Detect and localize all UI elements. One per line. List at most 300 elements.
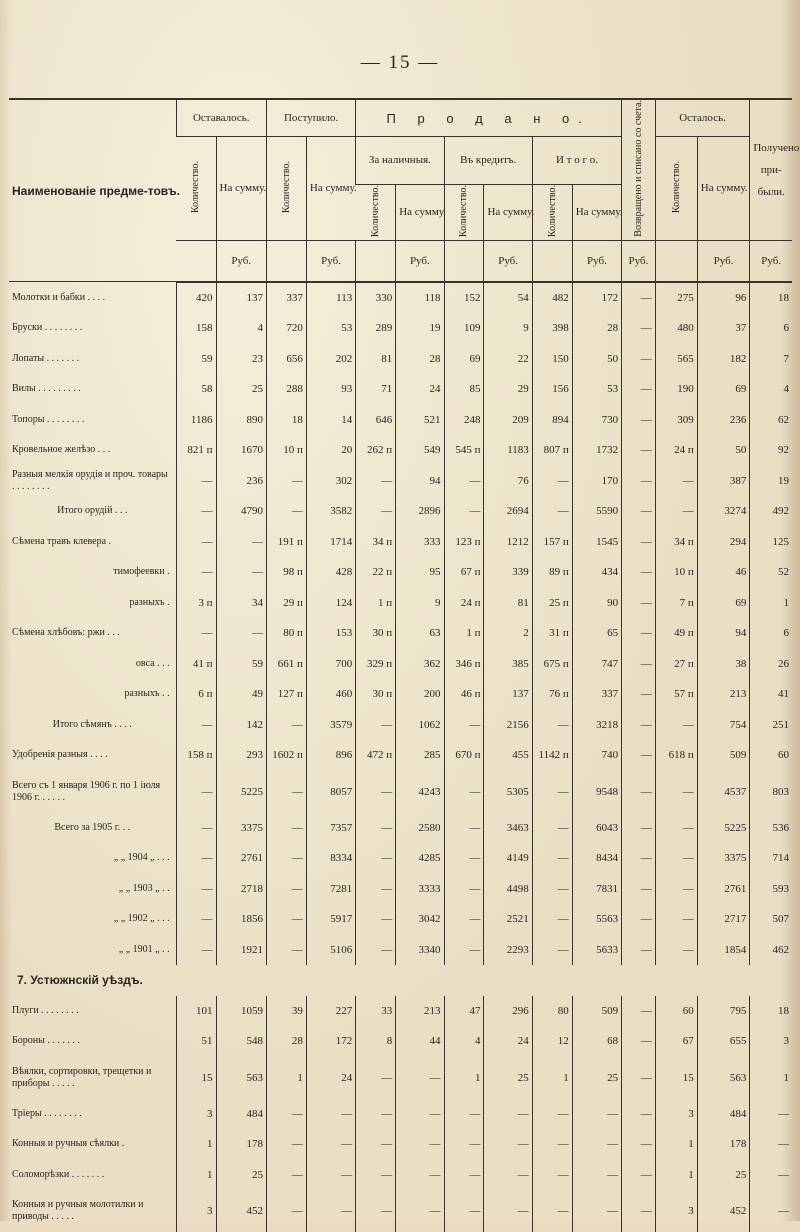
table-cell: —: [356, 843, 396, 874]
table-row: [9, 1190, 792, 1232]
table-cell: 4498: [484, 874, 532, 905]
table-cell: 730: [572, 405, 621, 436]
table-cell: —: [444, 1190, 484, 1232]
table-cell: 93: [306, 374, 355, 405]
row-label: Бороны . . . . . . .: [12, 1035, 80, 1047]
table-cell: —: [356, 710, 396, 741]
table-cell: 661 п: [266, 649, 306, 680]
table-cell: —: [176, 771, 216, 813]
table-cell: 178: [697, 1129, 750, 1160]
table-cell: 29: [484, 374, 532, 405]
table-cell: —: [750, 1099, 792, 1130]
table-cell: —: [622, 405, 656, 436]
table-cell: —: [532, 1099, 572, 1130]
table-cell: —: [750, 1160, 792, 1191]
table-cell: 53: [572, 374, 621, 405]
table-cell: —: [622, 874, 656, 905]
header-quantity: Количество.: [176, 137, 216, 241]
table-cell: 545 п: [444, 435, 484, 466]
header-quantity-unit: [655, 240, 697, 282]
table-cell: —: [655, 466, 697, 497]
table-cell: 251: [750, 710, 792, 741]
table-row: [9, 1026, 792, 1057]
table-cell: —: [356, 1160, 396, 1191]
table-cell: 158 п: [176, 740, 216, 771]
table-cell: 34 п: [655, 527, 697, 558]
table-cell: 50: [697, 435, 750, 466]
table-cell: —: [622, 813, 656, 844]
table-cell: 747: [572, 649, 621, 680]
table-cell: 2896: [396, 496, 444, 527]
table-cell: —: [266, 466, 306, 497]
header-sum: На сумму.: [484, 184, 532, 240]
table-cell: —: [444, 771, 484, 813]
table-cell: 285: [396, 740, 444, 771]
table-cell: —: [266, 935, 306, 966]
table-cell: —: [622, 1190, 656, 1232]
statistics-table: [9, 98, 800, 1232]
table-cell: —: [622, 843, 656, 874]
row-label: овса . . .: [135, 657, 170, 669]
table-cell: 101: [176, 996, 216, 1027]
table-cell: —: [655, 496, 697, 527]
table-cell: —: [655, 710, 697, 741]
table-row: [9, 874, 792, 905]
table-cell: —: [444, 1099, 484, 1130]
table-cell: 655: [697, 1026, 750, 1057]
table-row: [9, 313, 792, 344]
table-cell: —: [622, 588, 656, 619]
table-cell: 29 п: [266, 588, 306, 619]
table-cell: 3375: [697, 843, 750, 874]
table-cell: —: [532, 874, 572, 905]
table-cell: 19: [396, 313, 444, 344]
table-cell: 1856: [216, 904, 266, 935]
table-cell: 3: [750, 1026, 792, 1057]
table-cell: 593: [750, 874, 792, 905]
table-cell: 484: [697, 1099, 750, 1130]
table-cell: —: [622, 527, 656, 558]
table-cell: 3582: [306, 496, 355, 527]
table-cell: 137: [216, 282, 266, 314]
table-cell: 618 п: [655, 740, 697, 771]
table-cell: —: [532, 710, 572, 741]
table-cell: 137: [484, 679, 532, 710]
table-cell: 484: [216, 1099, 266, 1130]
table-cell: —: [356, 935, 396, 966]
table-cell: —: [655, 813, 697, 844]
table-cell: 2694: [484, 496, 532, 527]
table-cell: 8057: [306, 771, 355, 813]
table-cell: 807 п: [532, 435, 572, 466]
table-cell: —: [266, 1190, 306, 1232]
table-cell: —: [572, 1099, 621, 1130]
table-cell: 60: [750, 740, 792, 771]
table-cell: 894: [532, 405, 572, 436]
table-cell: 700: [306, 649, 355, 680]
table-cell: —: [306, 1129, 355, 1160]
table-cell: —: [622, 618, 656, 649]
table-cell: 37: [697, 313, 750, 344]
table-cell: 896: [306, 740, 355, 771]
table-cell: 2761: [697, 874, 750, 905]
table-cell: 330: [356, 282, 396, 314]
table-cell: 472 п: [356, 740, 396, 771]
row-label: Соломорѣзки . . . . . . .: [12, 1168, 105, 1180]
table-cell: 8434: [572, 843, 621, 874]
table-cell: 96: [697, 282, 750, 314]
table-cell: 5225: [697, 813, 750, 844]
table-cell: 434: [572, 557, 621, 588]
table-cell: 58: [176, 374, 216, 405]
table-cell: —: [396, 1129, 444, 1160]
row-label: Всего съ 1 января 1906 г. по 1 іюля 1906 г. . . . . .: [12, 779, 161, 803]
table-cell: 5633: [572, 935, 621, 966]
table-cell: —: [444, 935, 484, 966]
table-cell: 492: [750, 496, 792, 527]
row-label: Кровельное желѣзо . . .: [12, 444, 111, 456]
table-cell: —: [622, 313, 656, 344]
table-cell: 339: [484, 557, 532, 588]
table-cell: —: [622, 557, 656, 588]
table-cell: —: [572, 1160, 621, 1191]
row-label: Тріеры . . . . . . . .: [12, 1107, 82, 1119]
table-cell: 293: [216, 740, 266, 771]
table-cell: 124: [306, 588, 355, 619]
table-cell: 754: [697, 710, 750, 741]
table-cell: 236: [697, 405, 750, 436]
table-cell: —: [750, 1129, 792, 1160]
table-cell: 71: [356, 374, 396, 405]
table-cell: —: [622, 1160, 656, 1191]
table-cell: 3340: [396, 935, 444, 966]
table-cell: —: [655, 843, 697, 874]
table-cell: 1062: [396, 710, 444, 741]
table-cell: 2: [484, 618, 532, 649]
table-cell: 47: [444, 996, 484, 1027]
table-cell: 59: [176, 344, 216, 375]
table-cell: 14: [306, 405, 355, 436]
row-label: „ „ 1901 „ . .: [118, 943, 170, 955]
header-sum: На сумму.: [697, 137, 750, 241]
table-row: [9, 588, 792, 619]
table-cell: 18: [750, 996, 792, 1027]
header-quantity-unit: [176, 240, 216, 282]
table-cell: —: [572, 1190, 621, 1232]
table-cell: 4149: [484, 843, 532, 874]
table-cell: —: [266, 874, 306, 905]
header-sum: На сумму.: [396, 184, 444, 240]
table-cell: —: [622, 710, 656, 741]
table-cell: 1186: [176, 405, 216, 436]
table-cell: 69: [444, 344, 484, 375]
header-rub: Руб.: [622, 240, 656, 282]
table-row: [9, 1057, 792, 1099]
table-cell: 53: [306, 313, 355, 344]
table-cell: 289: [356, 313, 396, 344]
table-row: [9, 405, 792, 436]
table-cell: 142: [216, 710, 266, 741]
table-row: [9, 740, 792, 771]
row-label: тимофеевки .: [113, 566, 170, 578]
table-cell: 30 п: [356, 618, 396, 649]
table-cell: 1: [655, 1160, 697, 1191]
table-cell: —: [176, 813, 216, 844]
table-cell: —: [266, 813, 306, 844]
table-cell: 2293: [484, 935, 532, 966]
table-cell: —: [216, 527, 266, 558]
row-label: „ „ 1904 „ . . .: [113, 852, 170, 864]
table-cell: 46 п: [444, 679, 484, 710]
table-cell: 3: [655, 1190, 697, 1232]
table-cell: —: [572, 1129, 621, 1160]
row-label: Плуги . . . . . . . .: [12, 1004, 79, 1016]
table-cell: —: [622, 344, 656, 375]
table-cell: 25: [572, 1057, 621, 1099]
table-cell: —: [622, 996, 656, 1027]
table-cell: 94: [697, 618, 750, 649]
header-sum: На сумму.: [216, 137, 266, 241]
table-cell: 67: [655, 1026, 697, 1057]
header-profit: Получено при-были.: [750, 99, 792, 240]
table-cell: 1854: [697, 935, 750, 966]
table-row: [9, 282, 792, 314]
table-cell: —: [622, 649, 656, 680]
table-cell: 1142 п: [532, 740, 572, 771]
table-cell: —: [266, 496, 306, 527]
table-cell: —: [532, 771, 572, 813]
table-cell: 227: [306, 996, 355, 1027]
table-cell: 4790: [216, 496, 266, 527]
table-cell: 59: [216, 649, 266, 680]
table-cell: 152: [444, 282, 484, 314]
table-cell: 1714: [306, 527, 355, 558]
table-cell: 76: [484, 466, 532, 497]
row-label: Конныя и ручныя сѣялки .: [12, 1138, 125, 1150]
header-item-name: Наименованіе предме-товъ.: [9, 99, 176, 282]
table-cell: —: [532, 466, 572, 497]
table-cell: 24 п: [444, 588, 484, 619]
table-cell: —: [176, 527, 216, 558]
table-row: [9, 435, 792, 466]
table-cell: 294: [697, 527, 750, 558]
table-cell: 68: [572, 1026, 621, 1057]
table-cell: 1: [266, 1057, 306, 1099]
row-label: Итого орудій . . .: [57, 505, 128, 517]
table-row: [9, 771, 792, 813]
table-cell: 158: [176, 313, 216, 344]
table-cell: 9548: [572, 771, 621, 813]
table-cell: 8334: [306, 843, 355, 874]
table-cell: 123 п: [444, 527, 484, 558]
table-cell: 10 п: [655, 557, 697, 588]
table-row: [9, 466, 792, 497]
table-cell: 2580: [396, 813, 444, 844]
table-cell: 190: [655, 374, 697, 405]
table-cell: 81: [484, 588, 532, 619]
table-cell: 46: [697, 557, 750, 588]
header-quantity: Количество.: [266, 137, 306, 241]
table-cell: —: [622, 1129, 656, 1160]
table-cell: —: [266, 710, 306, 741]
table-cell: 4: [750, 374, 792, 405]
table-cell: 1: [750, 588, 792, 619]
table-cell: —: [306, 1099, 355, 1130]
table-cell: 2521: [484, 904, 532, 935]
table-cell: 362: [396, 649, 444, 680]
table-cell: 3 п: [176, 588, 216, 619]
table-cell: —: [622, 374, 656, 405]
table-cell: —: [266, 904, 306, 935]
table-cell: 15: [655, 1057, 697, 1099]
table-cell: 4537: [697, 771, 750, 813]
table-cell: 153: [306, 618, 355, 649]
table-cell: —: [622, 740, 656, 771]
table-cell: —: [356, 874, 396, 905]
table-cell: 25: [484, 1057, 532, 1099]
table-cell: 49 п: [655, 618, 697, 649]
table-cell: —: [622, 1057, 656, 1099]
table-cell: 5305: [484, 771, 532, 813]
table-cell: 81: [356, 344, 396, 375]
table-cell: 156: [532, 374, 572, 405]
table-cell: 150: [532, 344, 572, 375]
table-cell: 170: [572, 466, 621, 497]
table-header: [9, 99, 800, 282]
table-cell: —: [266, 771, 306, 813]
table-row: [9, 496, 792, 527]
table-cell: 31 п: [532, 618, 572, 649]
table-cell: 2718: [216, 874, 266, 905]
table-cell: 462: [750, 935, 792, 966]
table-cell: 6043: [572, 813, 621, 844]
table-cell: 337: [266, 282, 306, 314]
table-cell: 3218: [572, 710, 621, 741]
table-cell: 24 п: [655, 435, 697, 466]
table-cell: 33: [356, 996, 396, 1027]
table-cell: 480: [655, 313, 697, 344]
table-cell: 22: [484, 344, 532, 375]
table-cell: 1059: [216, 996, 266, 1027]
table-row: [9, 649, 792, 680]
table-cell: 80: [532, 996, 572, 1027]
table-cell: 262 п: [356, 435, 396, 466]
table-cell: 10 п: [266, 435, 306, 466]
table-cell: —: [266, 1129, 306, 1160]
table-cell: 1: [176, 1129, 216, 1160]
table-cell: 563: [697, 1057, 750, 1099]
table-cell: 6: [750, 618, 792, 649]
header-rub: Руб.: [216, 240, 266, 282]
table-cell: —: [176, 935, 216, 966]
header-rub: Руб.: [750, 240, 792, 282]
table-cell: 28: [396, 344, 444, 375]
row-label: Удобренія разныя . . . .: [12, 749, 108, 761]
table-cell: —: [176, 557, 216, 588]
table-cell: 309: [655, 405, 697, 436]
table-cell: 248: [444, 405, 484, 436]
table-cell: 19: [750, 466, 792, 497]
table-cell: —: [532, 813, 572, 844]
table-cell: —: [176, 466, 216, 497]
table-cell: 329 п: [356, 649, 396, 680]
table-cell: —: [266, 1099, 306, 1130]
table-cell: 182: [697, 344, 750, 375]
table-cell: 178: [216, 1129, 266, 1160]
table-cell: 3042: [396, 904, 444, 935]
table-cell: —: [655, 874, 697, 905]
table-cell: 385: [484, 649, 532, 680]
table-cell: 25: [697, 1160, 750, 1191]
page-number: — 15 —: [360, 52, 440, 73]
table-cell: 34 п: [356, 527, 396, 558]
table-cell: 191 п: [266, 527, 306, 558]
table-cell: —: [532, 1160, 572, 1191]
header-remained-end: Осталось.: [655, 99, 750, 137]
table-cell: 521: [396, 405, 444, 436]
header-quantity: Количество.: [532, 184, 572, 240]
table-cell: —: [484, 1129, 532, 1160]
row-label: Топоры . . . . . . . .: [12, 413, 85, 425]
table-cell: 536: [750, 813, 792, 844]
row-label: разныхъ .: [129, 596, 170, 608]
table-cell: 646: [356, 405, 396, 436]
table-cell: 337: [572, 679, 621, 710]
table-cell: 7281: [306, 874, 355, 905]
header-rub: Руб.: [697, 240, 750, 282]
table-cell: —: [396, 1099, 444, 1130]
table-row: [9, 996, 792, 1027]
row-label: Вилы . . . . . . . . .: [12, 383, 81, 395]
table-cell: 1212: [484, 527, 532, 558]
table-cell: 5590: [572, 496, 621, 527]
table-cell: 1: [532, 1057, 572, 1099]
table-cell: 1545: [572, 527, 621, 558]
table-cell: 302: [306, 466, 355, 497]
table-cell: 41: [750, 679, 792, 710]
table-cell: 127 п: [266, 679, 306, 710]
table-cell: 213: [697, 679, 750, 710]
table-cell: 80 п: [266, 618, 306, 649]
table-cell: 92: [750, 435, 792, 466]
table-cell: —: [622, 1099, 656, 1130]
table-cell: —: [622, 679, 656, 710]
table-cell: 26: [750, 649, 792, 680]
table-cell: 6: [750, 313, 792, 344]
table-cell: —: [444, 710, 484, 741]
table-cell: 57 п: [655, 679, 697, 710]
table-cell: —: [176, 496, 216, 527]
section-title: 7. Устюжнскій уѣздъ.: [17, 973, 143, 988]
table-cell: —: [444, 843, 484, 874]
table-cell: 65: [572, 618, 621, 649]
table-cell: 3: [655, 1099, 697, 1130]
table-cell: —: [444, 1129, 484, 1160]
table-cell: —: [532, 904, 572, 935]
table-cell: 452: [697, 1190, 750, 1232]
table-cell: —: [176, 843, 216, 874]
table-cell: 420: [176, 282, 216, 314]
table-cell: 563: [216, 1057, 266, 1099]
table-cell: —: [622, 771, 656, 813]
table-cell: 25: [216, 1160, 266, 1191]
header-quantity-unit: [444, 240, 484, 282]
table-cell: 60: [655, 996, 697, 1027]
row-label: Сѣмена травъ клевера .: [12, 535, 112, 547]
table-cell: —: [622, 935, 656, 966]
table-cell: 20: [306, 435, 355, 466]
table-cell: 125: [750, 527, 792, 558]
